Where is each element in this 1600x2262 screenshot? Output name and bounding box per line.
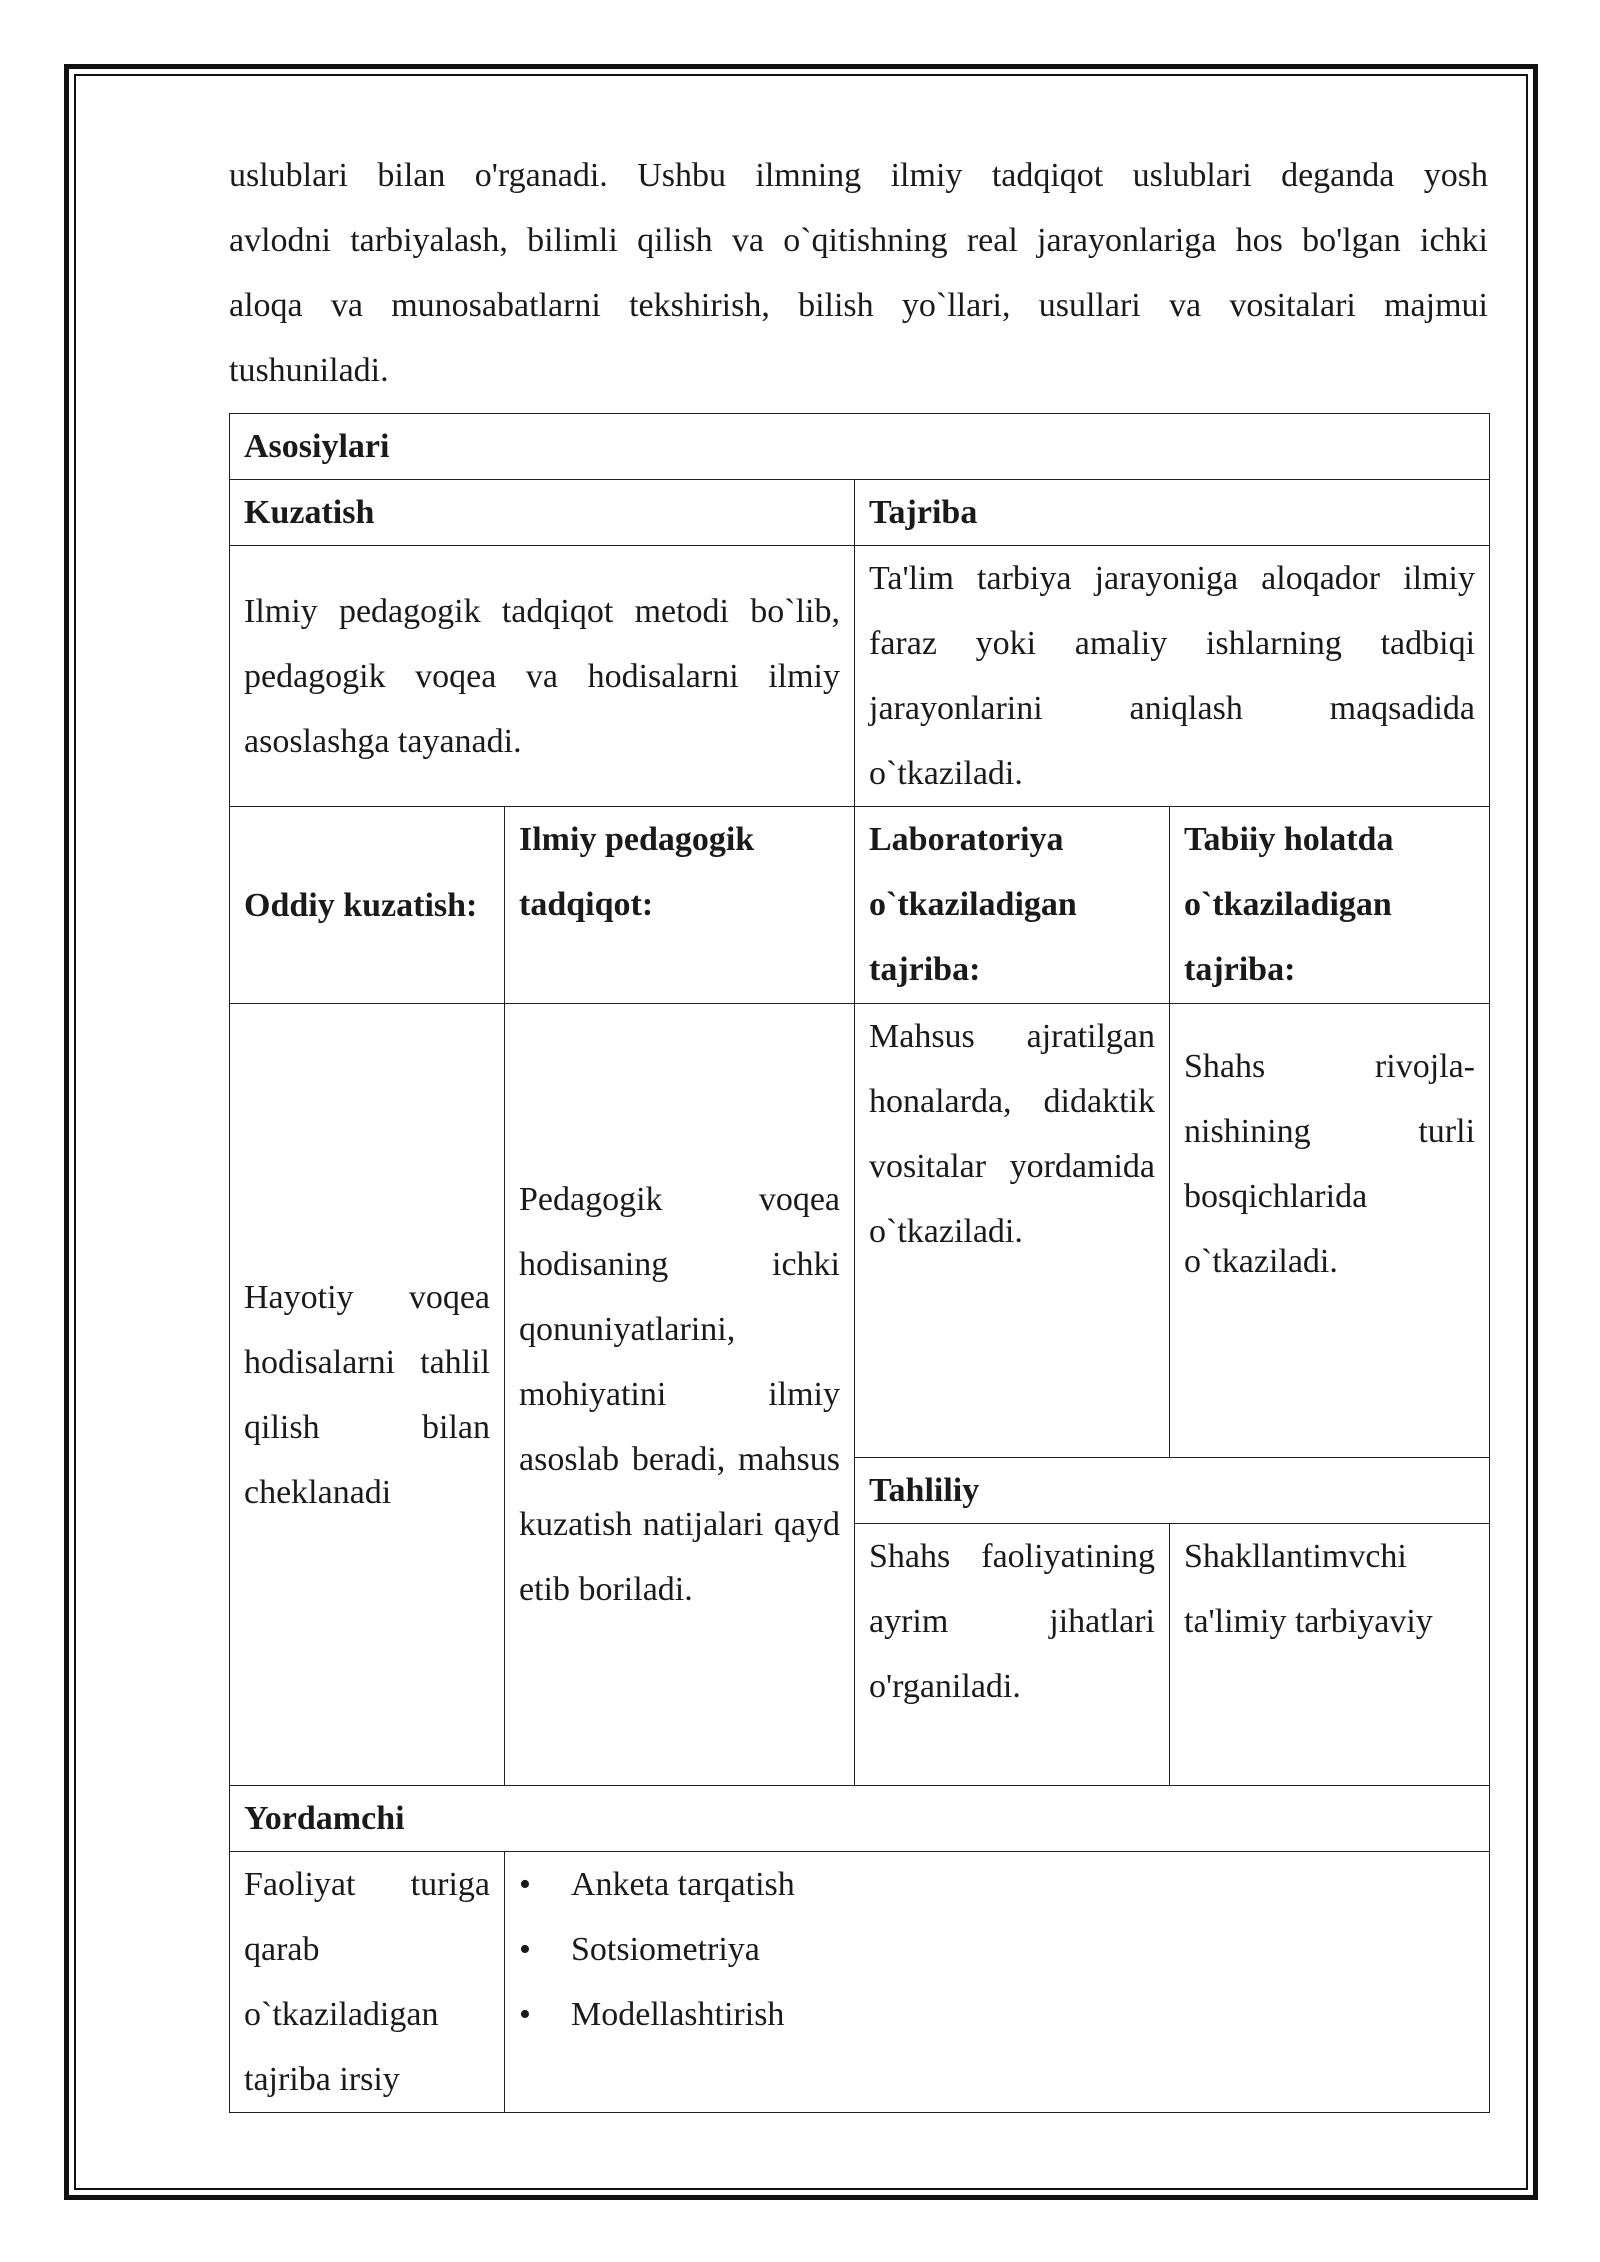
tajriba-description: Ta'lim tarbiya jarayoniga aloqador ilmiy faraz yoki amaliy ishlarning tadbiqi jarayonlarini aniqlash maqsadida o`tkaziladi. [855,546,1490,807]
intro-line-1: uslublari bilan o'rganadi. Ushbu ilmning ilmiy tadqiqot uslublari deganda yosh [229,157,1488,194]
header-tabiiy: Tabiiy holatda o`tkaziladigan tajriba: [1170,807,1490,1004]
bullet-icon: • [519,1931,531,1968]
list-item-label: Anketa tarqatish [571,1866,795,1903]
ilmiy-pedagogik-description: Pedagogik voqea hodisaning ichki qonuniyatlarini, mohiyatini ilmiy asoslab beradi, mahsus kuzatish natijalari qayd etib boriladi. [505,1004,855,1786]
header-tahliliy: Tahliliy [855,1458,1490,1524]
header-kuzatish: Kuzatish [230,480,855,546]
header-yordamchi: Yordamchi [230,1786,1490,1852]
methods-table [229,413,1490,2113]
bullet-icon: • [519,1866,531,1903]
list-item-label: Sotsiometriya [571,1931,760,1968]
intro-paragraph [229,143,1488,403]
header-tajriba: Tajriba [855,480,1490,546]
list-item [519,1852,1475,1917]
tabiiy-description: Shahs rivojla-nishining turli bosqichlarida o`tkaziladi. [1170,1004,1490,1458]
laboratoriya-description: Mahsus ajratilgan honalarda, didaktik vositalar yordamida o`tkaziladi. [855,1004,1170,1458]
bullet-icon: • [519,1996,531,2033]
faoliyat-description: Faoliyat turiga qarab o`tkaziladigan tajriba irsiy [230,1852,505,2113]
auxiliary-methods-list-cell [505,1852,1490,2113]
header-oddiy-kuzatish: Oddiy kuzatish: [230,807,505,1004]
intro-line-3: aloqa va munosabatlarni tekshirish, bilish yo`llari, usullari va vositalari majmui [229,287,1488,324]
list-item-label: Modellashtirish [571,1996,785,2033]
intro-line-2: avlodni tarbiyalash, bilimli qilish va o`qitishning real jarayonlariga hos bo'lgan ichki [229,222,1488,259]
tahliliy-description: Shahs faoliyatining ayrim jihatlari o'rganiladi. [855,1524,1170,1786]
auxiliary-methods-list [519,1852,1475,2047]
list-item [519,1982,1475,2047]
shakllantiruvchi-description: Shakllantimvchi ta'limiy tarbiyaviy [1170,1524,1490,1786]
kuzatish-description: Ilmiy pedagogik tadqiqot metodi bo`lib, pedagogik voqea va hodisalarni ilmiy asoslashga tayanadi. [230,546,855,807]
list-item [519,1917,1475,1982]
header-ilmiy-pedagogik: Ilmiy pedagogik tadqiqot: [505,807,855,1004]
oddiy-kuzatish-description: Hayotiy voqea hodisalarni tahlil qilish bilan cheklanadi [230,1004,505,1786]
header-laboratoriya: Laboratoriya o`tkaziladigan tajriba: [855,807,1170,1004]
intro-line-4: tushuniladi. [229,352,389,389]
header-asosiylari: Asosiylari [230,414,1490,480]
